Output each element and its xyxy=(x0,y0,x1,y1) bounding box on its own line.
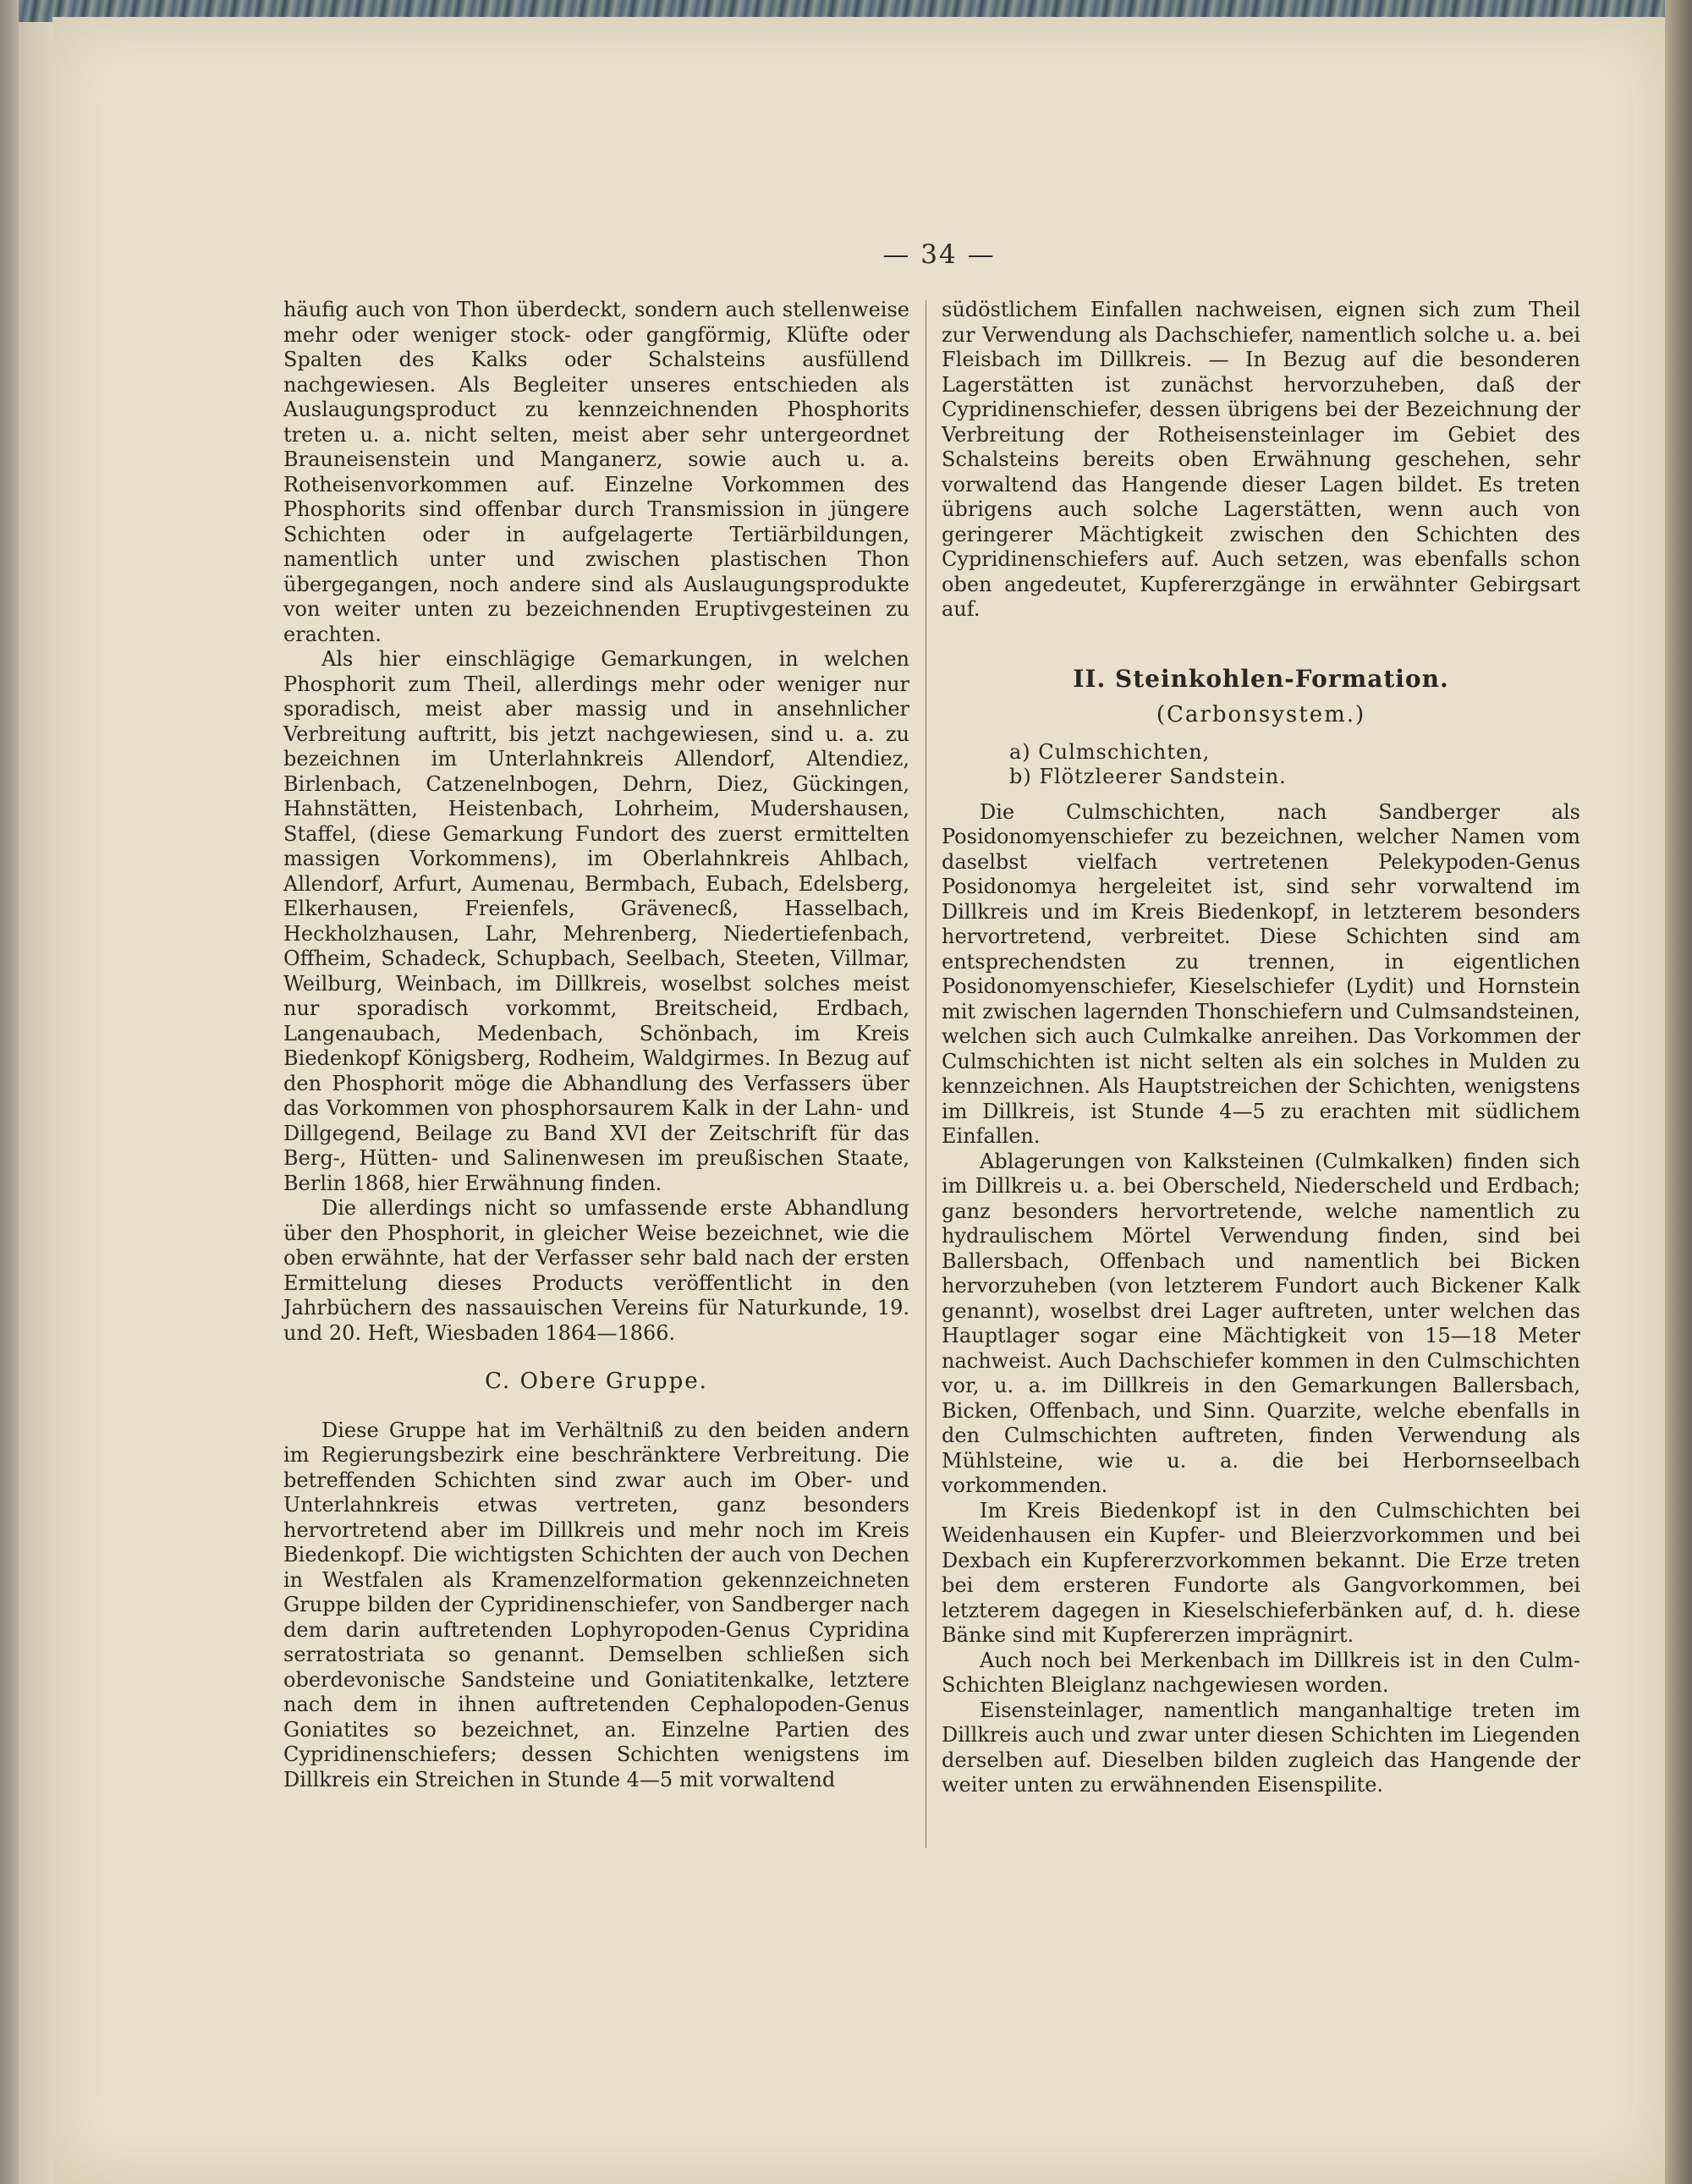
book-cover-edge xyxy=(1665,0,1692,2184)
paragraph: Diese Gruppe hat im Verhältniß zu den beiden andern im Regierungsbezirk eine beschränktere Verbreitung. Die betreffenden Schichten sind zwar auch im Ober- und Unterlahnkreis etwas vertreten, ganz besonders hervortretend aber im Dillkreis und mehr noch im Kreis Biedenkopf. Die wichtigsten Schichten der auch von Dechen in Westfalen als Kramenzelformation gekennzeichneten Gruppe bilden der Cypridinenschiefer, von Sandberger nach dem darin auftretenden Lophyropoden-Genus Cypridina serratostriata so genannt. Demselben schließen sich oberdevonische Sandsteine und Goniatitenkalke, letztere nach dem in ihnen auftretenden Cephalopoden-Genus Goniatites so bezeichnet, an. Einzelne Partien des Cypridinenschiefers; dessen Schichten wenigstens im Dillkreis ein Streichen in Stunde 4—5 mit vorwaltend xyxy=(283,1418,909,1792)
paragraph: Ablagerungen von Kalksteinen (Culmkalken) finden sich im Dillkreis u. a. bei Oberscheld, Niederscheld und Erdbach; ganz besonders hervortretende, welche namentlich zu hydraulischem Mörtel Verwendung finden, sind bei Ballersbach, Offenbach und namentlich bei Bicken hervorzuheben (von letzterem Fundort auch Bickener Kalk genannt), woselbst drei Lager auftreten, unter welchen das Hauptlager sogar eine Mächtigkeit von 15—18 Meter nachweist. Auch Dachschiefer kommen in den Culmschichten vor, u. a. im Dillkreis in den Gemarkungen Ballersbach, Bicken, Offenbach, und Sinn. Quarzite, welche ebenfalls in den Culmschichten auftreten, finden Verwendung als Mühlsteine, wie u. a. die bei Herbornseelbach vorkommenden. xyxy=(942,1149,1580,1497)
right-column xyxy=(942,298,1580,1798)
subsection-list xyxy=(942,740,1580,790)
paragraph: Als hier einschlägige Gemarkungen, in welchen Phosphorit zum Theil, allerdings mehr oder weniger nur sporadisch, meist aber massig und in ansehnlicher Verbreitung auftritt, bis jetzt nachgewiesen, sind u. a. zu bezeichnen im Unterlahnkreis Allendorf, Altendiez, Birlenbach, Catzenelnbogen, Dehrn, Diez, Gückingen, Hahnstätten, Heistenbach, Lohrheim, Mudershausen, Staffel, (diese Gemarkung Fundort des zuerst ermittelten massigen Vorkommens), im Oberlahnkreis Ahlbach, Allendorf, Arfurt, Aumenau, Bermbach, Eubach, Edelsberg, Elkerhausen, Freienfels, Grävenecß, Hasselbach, Heckholzhausen, Lahr, Mehrenberg, Niedertiefenbach, Offheim, Schadeck, Schupbach, Seelbach, Steeten, Villmar, Weilburg, Weinbach, im Dillkreis, woselbst solches meist nur sporadisch vorkommt, Breitscheid, Erdbach, Langenaubach, Medenbach, Schönbach, im Kreis Biedenkopf Königsberg, Rodheim, Waldgirmes. In Bezug auf den Phosphorit möge die Abhandlung des Verfassers über das Vorkommen von phosphorsaurem Kalk in der Lahn- und Dillgegend, Beilage zu Band XVI der Zeitschrift für das Berg-, Hütten- und Salinenwesen im preußischen Staate, Berlin 1868, hier Erwähnung finden. xyxy=(283,647,909,1195)
book-spine xyxy=(0,0,19,2184)
section-heading-ii: II. Steinkohlen-Formation. xyxy=(1073,664,1449,693)
paragraph: häufig auch von Thon überdeckt, sondern auch stellenweise mehr oder weniger stock- oder gangförmig, Klüfte oder Spalten des Kalks oder Schalsteins ausfüllend nachgewiesen. Als Begleiter unseres entschieden als Auslaugungsproduct zu kennzeichnenden Phosphorits treten u. a. nicht selten, meist aber sehr untergeordnet Brauneisenstein und Manganerz, sowie auch u. a. Rotheisenvorkommen auf. Einzelne Vorkommen des Phosphorits sind offenbar durch Transmission in jüngere Schichten oder in aufgelagerte Tertiärbildungen, namentlich unter und zwischen plastischen Thon übergegangen, noch andere sind als Auslaugungsprodukte von weiter unten zu bezeichnenden Eruptivgesteinen zu erachten. xyxy=(283,298,909,646)
list-item: a) Culmschichten, xyxy=(1009,739,1211,764)
facing-page-edge xyxy=(19,22,53,2184)
paragraph: Die Culmschichten, nach Sandberger als Posidonomyenschiefer zu bezeichnen, welcher Namen vom daselbst vielfach vertretenen Pelekypoden-Genus Posidonomya hergeleitet ist, sind sehr vorwaltend im Dillkreis und im Kreis Biedenkopf, in letzterem besonders hervortretend, verbreitet. Diese Schichten sind am entsprechendsten zu trennen, in eigentlichen Posidonomyenschiefer, Kieselschiefer (Lydit) und Hornstein mit zwischen lagernden Thonschiefern und Culmsandsteinen, welchen sich auch Culmkalke anreihen. Das Vorkommen der Culmschichten ist nicht selten als ein solches in Mulden zu kennzeichnen. Als Hauptstreichen der Schichten, wenigstens im Dillkreis, ist Stunde 4—5 zu erachten mit südlichem Einfallen. xyxy=(942,799,1580,1148)
paragraph: Eisensteinlager, namentlich manganhaltige treten im Dillkreis auch und zwar unter diesen Schichten im Liegenden derselben auf. Dieselben bilden zugleich das Hangende der weiter unten zu erwähnenden Eisenspilite. xyxy=(942,1698,1580,1797)
section-heading-c: C. Obere Gruppe. xyxy=(485,1369,708,1394)
paragraph: Auch noch bei Merkenbach im Dillkreis ist in den Culm-Schichten Bleiglanz nachgewiesen worden. xyxy=(942,1648,1580,1697)
section-subtitle: (Carbonsystem.) xyxy=(1156,702,1366,727)
left-column xyxy=(283,298,909,1792)
list-item: b) Flötzleerer Sandstein. xyxy=(1009,765,1287,788)
paragraph: Die allerdings nicht so umfassende erste Abhandlung über den Phosphorit, in gleicher Weise bezeichnet, wie die oben erwähnte, hat der Verfasser sehr bald nach der ersten Ermittelung dieses Products veröffentlicht in den Jahrbüchern des nassauischen Vereins für Naturkunde, 19. und 20. Heft, Wiesbaden 1864—1866. xyxy=(283,1196,909,1345)
page-number: — 34 — xyxy=(882,239,996,270)
paragraph: Im Kreis Biedenkopf ist in den Culmschichten bei Weidenhausen ein Kupfer- und Bleierzvorkommen und bei Dexbach ein Kupfererzvorkommen bekannt. Die Erze treten bei dem ersteren Fundorte als Gangvorkommen, bei letzterem dagegen in Kieselschieferbänken auf, d. h. diese Bänke sind mit Kupfererzen imprägnirt. xyxy=(942,1498,1580,1647)
paragraph: südöstlichem Einfallen nachweisen, eignen sich zum Theil zur Verwendung als Dachschiefer, namentlich solche u. a. bei Fleisbach im Dillkreis. — In Bezug auf die besonderen Lagerstätten ist zunächst hervorzuheben, daß der Cypridinenschiefer, dessen übrigens bei der Bezeichnung der Verbreitung der Rotheisensteinlager im Gebiet des Schalsteins bereits oben Erwähnung geschehen, sehr vorwaltend das Hangende dieser Lagen bildet. Es treten übrigens auch solche Lagerstätten, wenn auch von geringerer Mächtigkeit zwischen den Schichten des Cypridinenschiefers auf. Auch setzen, was ebenfalls schon oben angedeutet, Kupfererzgänge in erwähnter Gebirgsart auf. xyxy=(942,298,1580,621)
